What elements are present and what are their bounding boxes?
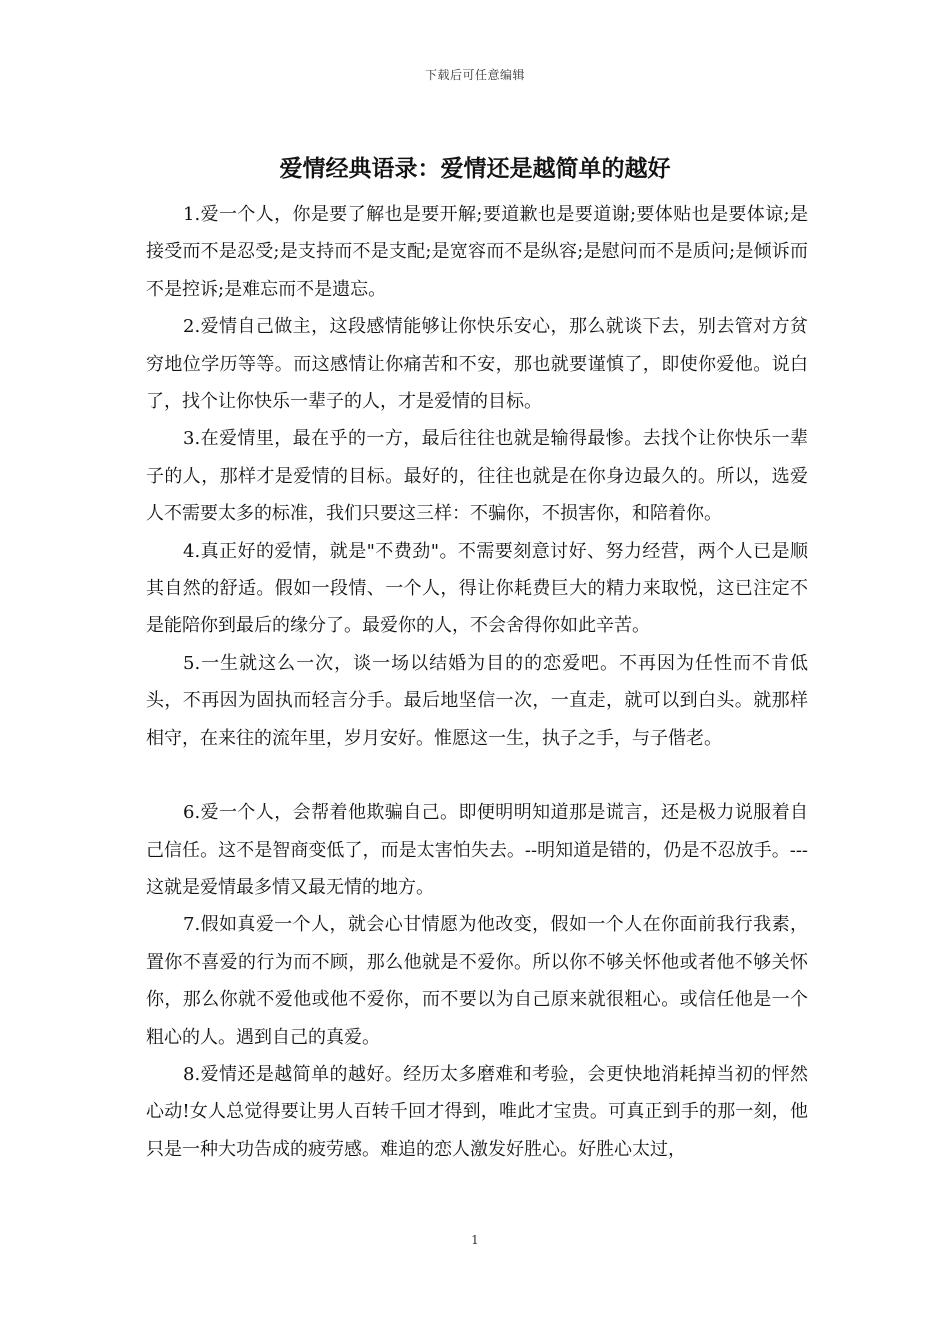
paragraph-1: 1.爱一个人，你是要了解也是要开解;要道歉也是要道谢;要体贴也是要体谅;是接受而不是忍受;是支持而不是支配;是宽容而不是纵容;是慰问而不是质问;是倾诉而不是控诉;是难忘而不是遗忘。 [146,204,808,300]
page-number: 1 [471,1233,479,1247]
paragraph-8: 8.爱情还是越简单的越好。经历太多磨难和考验，会更快地消耗掉当初的怦然心动!女人总觉得要让男人百转千回才得到，唯此才宝贵。可真正到手的那一刻，他只是一种大功告成的疲劳感。难追的恋人激发好胜心。好胜心太过， [146,1063,808,1160]
page-header-note: 下载后可任意编辑 [424,68,525,82]
document-title: 爱情经典语录：爱情还是越简单的越好 [279,156,671,182]
document-body [146,196,808,1168]
paragraph-5: 5.一生就这么一次，谈一场以结婚为目的的恋爱吧。不再因为任性而不肯低头，不再因为固执而轻言分手。最后地坚信一次，一直走，就可以到白头。就那样相守，在来往的流年里，岁月安好。惟愿这一生，执子之手，与子偕老。 [146,652,808,749]
paragraph-6: 6.爱一个人，会帮着他欺骗自己。即便明明知道那是谎言，还是极力说服着自己信任。这不是智商变低了，而是太害怕失去。--明知道是错的，仍是不忍放手。---这就是爱情最多情又最无情的地方。 [146,802,808,898]
paragraph-7: 7.假如真爱一个人，就会心甘情愿为他改变，假如一个人在你面前我行我素，置你不喜爱的行为而不顾，那么他就是不爱你。所以你不够关怀他或者他不够关怀你，那么你就不爱他或他不爱你，而不要以为自己原来就很粗心。或信任他是一个粗心的人。遇到自己的真爱。 [146,914,808,1048]
paragraph-spacer [146,757,808,794]
paragraph-2: 2.爱情自己做主，这段感情能够让你快乐安心，那么就谈下去，别去管对方贫穷地位学历等等。而这感情让你痛苦和不安，那也就要谨慎了，即使你爱他。说白了，找个让你快乐一辈子的人，才是爱情的目标。 [146,316,808,413]
paragraph-3: 3.在爱情里，最在乎的一方，最后往往也就是输得最惨。去找个让你快乐一辈子的人，那样才是爱情的目标。最好的，往往也就是在你身边最久的。所以，选爱人不需要太多的标准，我们只要这三样：不骗你，不损害你，和陪着你。 [146,428,808,525]
paragraph-4: 4.真正好的爱情，就是"不费劲"。不需要刻意讨好、努力经营，两个人已是顺其自然的舒适。假如一段情、一个人，得让你耗费巨大的精力来取悦，这已注定不是能陪你到最后的缘分了。最爱你的人，不会舍得你如此辛苦。 [146,540,808,637]
